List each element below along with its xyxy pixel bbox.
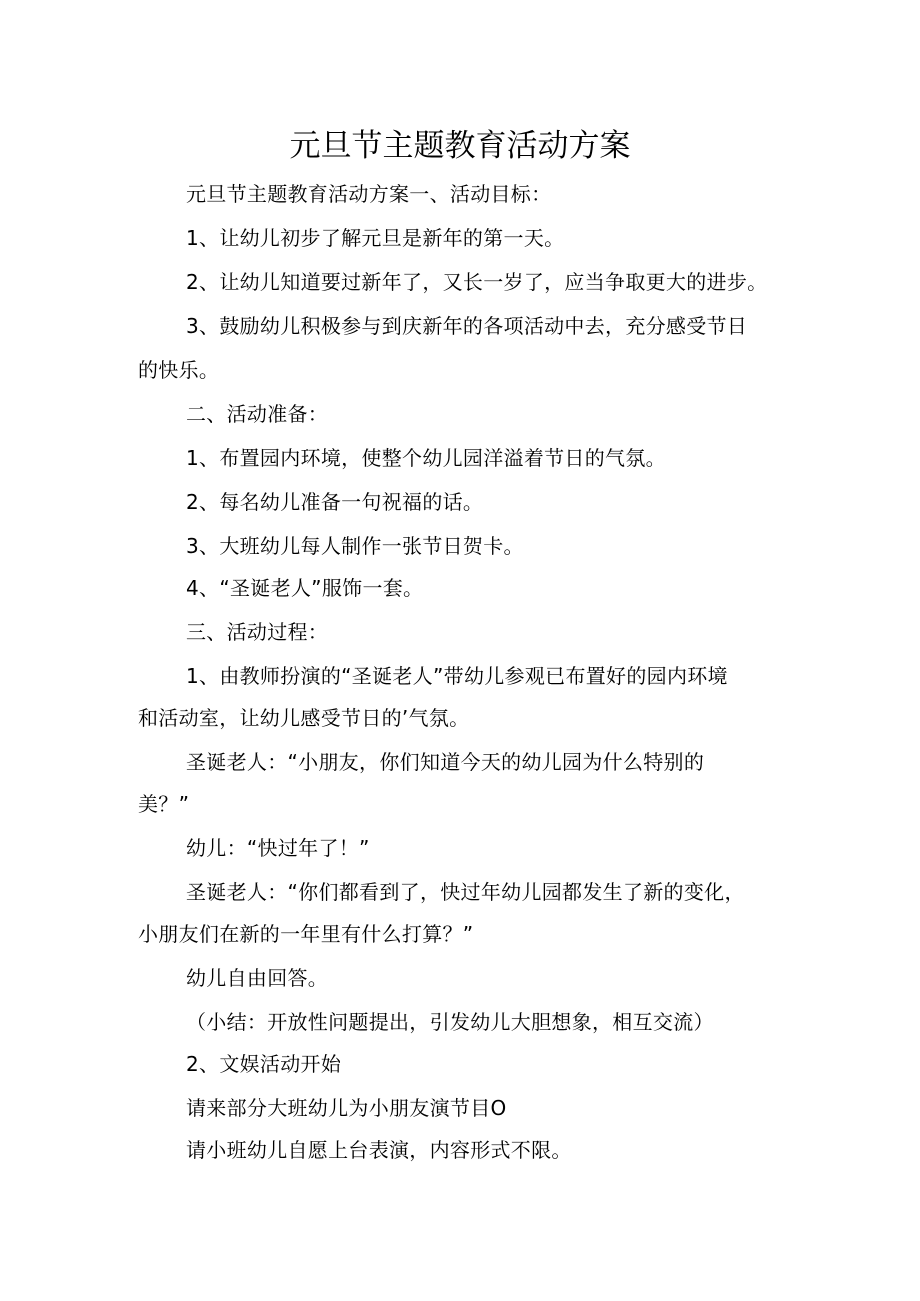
paragraph-5: 1、布置园内环境，使整个幼儿园洋溢着节日的气氛。 (186, 446, 666, 470)
document-title: 元旦节主题教育活动方案 (289, 128, 631, 164)
paragraph-8: 4、“圣诞老人”服饰一套。 (186, 576, 424, 600)
paragraph-3: 2、让幼儿知道要过新年了，又长一岁了，应当争取更大的进步。 (186, 270, 768, 294)
paragraph-10: 圣诞老人：“小朋友，你们知道今天的幼儿园为什么特别的 (186, 750, 705, 774)
paragraph-9-cont: 和活动室，让幼儿感受节日的’气氛。 (138, 706, 470, 730)
paragraph-6: 2、每名幼儿准备一句祝福的话。 (186, 490, 484, 514)
paragraph-12-cont: 小朋友们在新的一年里有什么打算？” (138, 922, 474, 946)
paragraph-7: 3、大班幼儿每人制作一张节日贺卡。 (186, 534, 524, 558)
paragraph-12: 圣诞老人：“你们都看到了，快过年幼儿园都发生了新的变化， (186, 880, 745, 904)
paragraph-2: 1、让幼儿初步了解元旦是新年的第一天。 (186, 226, 565, 250)
paragraph-10-cont: 美？” (138, 792, 190, 816)
paragraph-15: 2、文娱活动开始 (186, 1052, 342, 1076)
section-heading-3: 三、活动过程： (186, 620, 329, 644)
paragraph-9: 1、由教师扮演的“圣诞老人”带幼儿参观已布置好的园内环境 (186, 664, 728, 688)
paragraph-13: 幼儿自由回答。 (186, 966, 329, 990)
section-heading-2: 二、活动准备： (186, 402, 329, 426)
paragraph-17: 请小班幼儿自愿上台表演，内容形式不限。 (186, 1138, 572, 1162)
paragraph-11: 幼儿：“快过年了！” (186, 836, 370, 860)
paragraph-4: 3、鼓励幼儿积极参与到庆新年的各项活动中去，充分感受节日 (186, 314, 748, 338)
paragraph-16: 请来部分大班幼儿为小朋友演节目O (186, 1096, 507, 1120)
paragraph-4-cont: 的快乐。 (138, 358, 220, 382)
paragraph-1: 元旦节主题教育活动方案一、活动目标： (186, 182, 552, 206)
paragraph-14: （小结：开放性问题提出，引发幼儿大胆想象，相互交流） (186, 1010, 714, 1034)
